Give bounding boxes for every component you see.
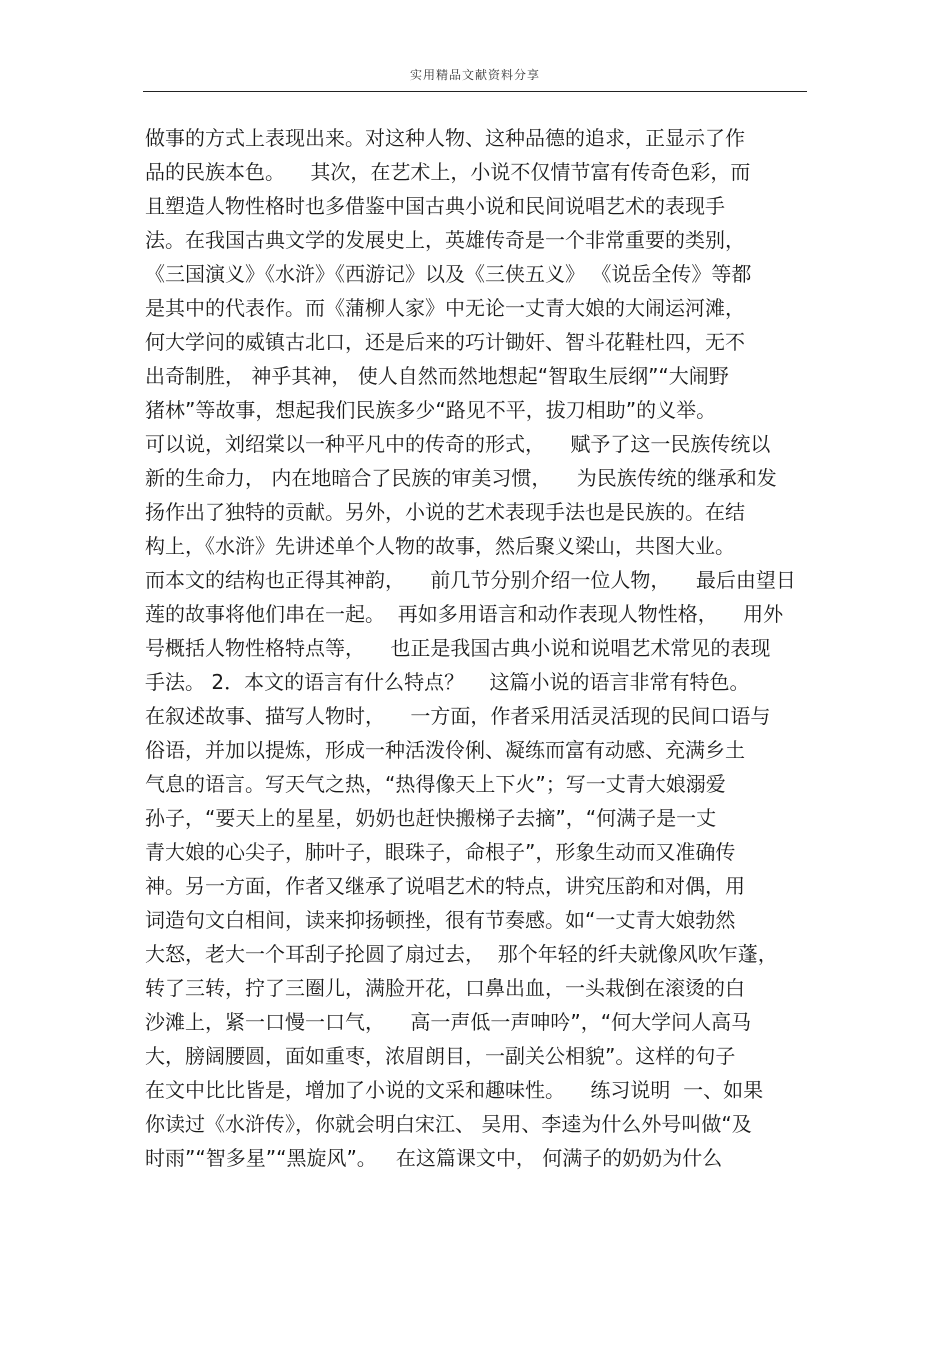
text-line: 在文中比比皆是，增加了小说的文采和趣味性。 练习说明 一、如果 xyxy=(145,1078,764,1102)
text-line: 你读过《水浒传》，你就会明白宋江、 吴用、李逵为什么外号叫做“及 xyxy=(145,1112,752,1136)
document-body xyxy=(145,121,845,1175)
text-line: 莲的故事将他们串在一起。 再如多用语言和动作表现人物性格， 用外 xyxy=(145,602,784,626)
text-line: 是其中的代表作。而《蒲柳人家》中无论一丈青大娘的大闹运河滩， xyxy=(145,296,745,320)
text-line: 号概括人物性格特点等， 也正是我国古典小说和说唱艺术常见的表现 xyxy=(145,636,771,660)
text-line: 神。另一方面，作者又继承了说唱艺术的特点，讲究压韵和对偶，用 xyxy=(145,874,745,898)
text-line: 沙滩上，紧一口慢一口气， 高一声低一声呻吟”，“何大学问人高马 xyxy=(145,1010,752,1034)
text-line: 大怒，老大一个耳刮子抡圆了扇过去， 那个年轻的纤夫就像风吹乍蓬， xyxy=(145,942,778,966)
text-line: 词造句文白相间，读来抑扬顿挫，很有节奏感。如“一丈青大娘勃然 xyxy=(145,908,736,932)
text-line: 做事的方式上表现出来。对这种人物、这种品德的追求，正显示了作 xyxy=(145,126,745,150)
text-line: 可以说，刘绍棠以一种平凡中的传奇的形式， 赋予了这一民族传统以 xyxy=(145,432,771,456)
text-line: 猪林”等故事，想起我们民族多少“路见不平，拔刀相助”的义举。 xyxy=(145,398,717,422)
text-line: 构上，《水浒》先讲述单个人物的故事，然后聚义梁山，共图大业。 xyxy=(145,534,735,558)
text-line: 手法。 2．本文的语言有什么特点？ 这篇小说的语言非常有特色。 xyxy=(145,670,750,694)
text-line: 《三国演义》《水浒》《西游记》以及《三侠五义》 《说岳全传》等都 xyxy=(145,262,752,286)
text-line: 何大学问的威镇古北口，还是后来的巧计锄奸、智斗花鞋杜四，无不 xyxy=(145,330,745,354)
text-line: 且塑造人物性格时也多借鉴中国古典小说和民间说唱艺术的表现手 xyxy=(145,194,725,218)
text-line: 在叙述故事、描写人物时， 一方面，作者采用活灵活现的民间口语与 xyxy=(145,704,771,728)
text-line: 青大娘的心尖子，肺叶子，眼珠子，命根子”，形象生动而又准确传 xyxy=(145,840,736,864)
header-divider xyxy=(143,91,807,92)
text-line: 扬作出了独特的贡献。另外，小说的艺术表现手法也是民族的。在结 xyxy=(145,500,745,524)
text-line: 转了三转，拧了三圈儿，满脸开花，口鼻出血，一头栽倒在滚烫的白 xyxy=(145,976,745,1000)
text-line: 而本文的结构也正得其神韵， 前几节分别介绍一位人物， 最后由望日 xyxy=(145,568,796,592)
text-line: 孙子，“要天上的星星，奶奶也赶快搬梯子去摘”，“何满子是一丈 xyxy=(145,806,717,830)
text-line: 品的民族本色。 其次，在艺术上，小说不仅情节富有传奇色彩，而 xyxy=(145,160,751,184)
text-line: 气息的语言。写天气之热，“热得像天上下火”；写一丈青大娘溺爱 xyxy=(145,772,726,796)
text-line: 大，膀阔腰圆，面如重枣，浓眉朗目，一副关公相貌”。这样的句子 xyxy=(145,1044,736,1068)
text-line: 出奇制胜， 神乎其神， 使人自然而然地想起“智取生辰纲”“大闹野 xyxy=(145,364,729,388)
text-line: 时雨”“智多星”“黑旋风”。 在这篇课文中， 何满子的奶奶为什么 xyxy=(145,1146,723,1170)
page-header: 实用精品文献资料分享 xyxy=(409,68,540,82)
text-line: 新的生命力， 内在地暗合了民族的审美习惯， 为民族传统的继承和发 xyxy=(145,466,777,490)
text-line: 法。在我国古典文学的发展史上，英雄传奇是一个非常重要的类别， xyxy=(145,228,745,252)
text-line: 俗语，并加以提炼，形成一种活泼伶俐、凝练而富有动感、充满乡土 xyxy=(145,738,745,762)
